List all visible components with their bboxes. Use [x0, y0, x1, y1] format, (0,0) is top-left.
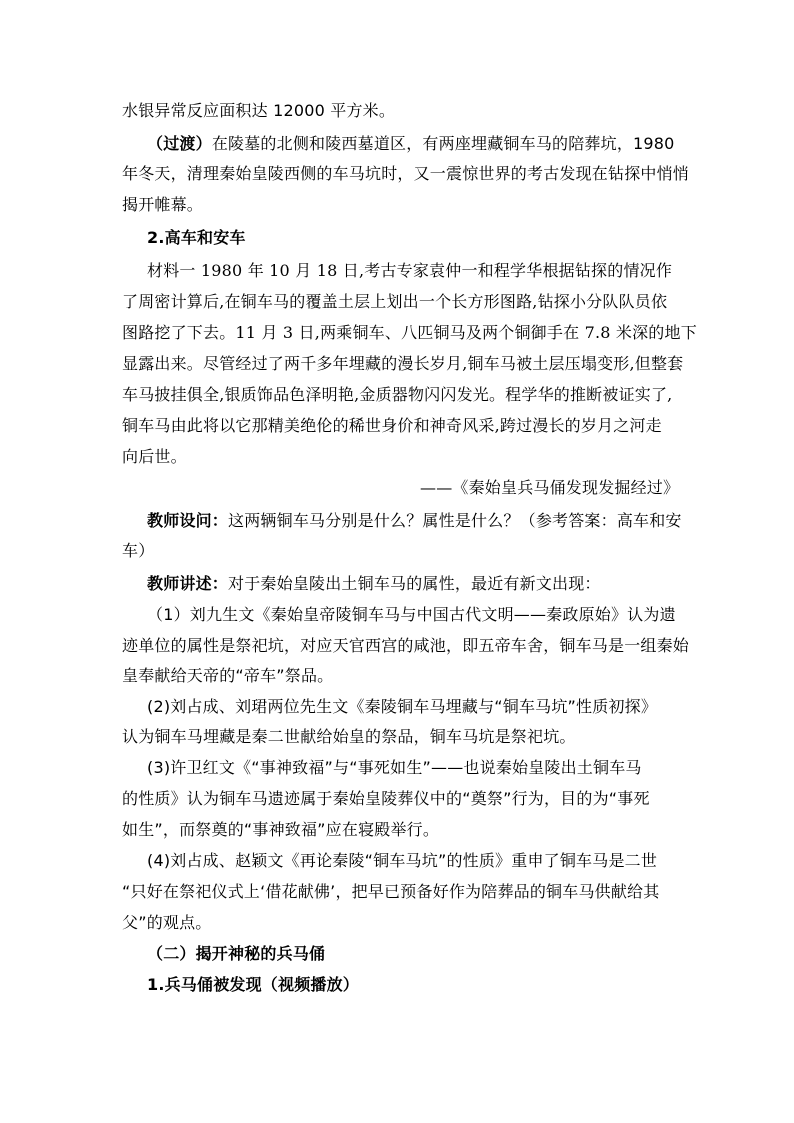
- teacher-explain-label: 教师讲述：: [147, 574, 229, 593]
- paragraph-line: 水银异常反应面积达 12000 平方米。: [122, 101, 396, 120]
- transition-label: （过渡）: [147, 134, 212, 153]
- material-line: 铜车马由此将以它那精美绝伦的稀世身价和神奇风采,跨过漫长的岁月之河走: [122, 416, 662, 435]
- paragraph-line: [147, 574, 601, 594]
- material-line: 车马披挂俱全,银质饰品色泽明艳,金质器物闪闪发光。程学华的推断被证实了,: [122, 385, 673, 404]
- paragraph-line: [147, 134, 675, 154]
- material-line: 材料一 1980 年 10 月 18 日,考古专家袁仲一和程学华根据钻探的情况作: [147, 261, 673, 280]
- paragraph-line: 皇奉献给天帝的“帝车”祭品。: [122, 666, 334, 685]
- paragraph-line: (3)许卫红文《“事神致福”与“事死如生”——也说秦始皇陵出土铜车马: [147, 758, 642, 777]
- paragraph-line: 认为铜车马埋藏是秦二世献给始皇的祭品，铜车马坑是祭祀坑。: [122, 727, 576, 746]
- paragraph-line: 车）: [122, 541, 155, 560]
- paragraph-line: “只好在祭祀仪式上‘借花献佛’，把早已预备好作为陪葬品的铜车马供献给其: [122, 882, 660, 901]
- paragraph-line: 揭开帷幕。: [122, 195, 204, 214]
- paragraph-line: 父”的观点。: [122, 913, 212, 932]
- paragraph-line: 如生”，而祭奠的“事神致福”应在寝殿举行。: [122, 820, 440, 839]
- paragraph-line: (2)刘占成、刘珺两位先生文《秦陵铜车马埋藏与“铜车马坑”性质初探》: [147, 697, 658, 716]
- material-line: 图路挖了下去。11 月 3 日,两乘铜车、八匹铜马及两个铜御手在 7.8 米深的地下: [122, 323, 697, 342]
- material-line: 向后世。: [122, 447, 187, 466]
- paragraph-line: 的性质》认为铜车马遗迹属于秦始皇陵葬仪中的“奠祭”行为，目的为“事死: [122, 789, 650, 808]
- paragraph-text: 对于秦始皇陵出土铜车马的属性，最近有新文出现：: [228, 574, 601, 593]
- source-citation: ——《秦始皇兵马俑发现发掘经过》: [420, 478, 680, 497]
- paragraph-text: 在陵墓的北侧和陵西墓道区，有两座埋藏铜车马的陪葬坑，1980: [211, 134, 675, 153]
- paragraph-line: 迹单位的属性是祭祀坑，对应天官西宫的咸池，即五帝车舍，铜车马是一组秦始: [122, 636, 690, 655]
- paragraph-line: （1）刘九生文《秦始皇帝陵铜车马与中国古代文明——秦政原始》认为遗: [147, 605, 676, 624]
- section-heading: 2.高车和安车: [147, 228, 246, 247]
- section-heading: 1.兵马俑被发现（视频播放）: [147, 975, 360, 994]
- paragraph-line: 年冬天，清理秦始皇陵西侧的车马坑时，又一震惊世界的考古发现在钻探中悄悄: [122, 164, 690, 183]
- teacher-question-label: 教师设问：: [147, 511, 229, 530]
- material-line: 了周密计算后,在铜车马的覆盖土层上划出一个长方形图路,钻探小分队队员依: [122, 292, 668, 311]
- paragraph-line: [147, 511, 682, 531]
- paragraph-text: 这两辆铜车马分别是什么？属性是什么？（参考答案：高车和安: [228, 511, 682, 530]
- material-line: 显露出来。尽管经过了两千多年埋藏的漫长岁月,铜车马被土层压塌变形,但整套: [122, 354, 684, 373]
- paragraph-line: (4)刘占成、赵颖文《再论秦陵“铜车马坑”的性质》重申了铜车马是二世: [147, 851, 658, 870]
- section-heading: （二）揭开神秘的兵马俑: [147, 944, 326, 963]
